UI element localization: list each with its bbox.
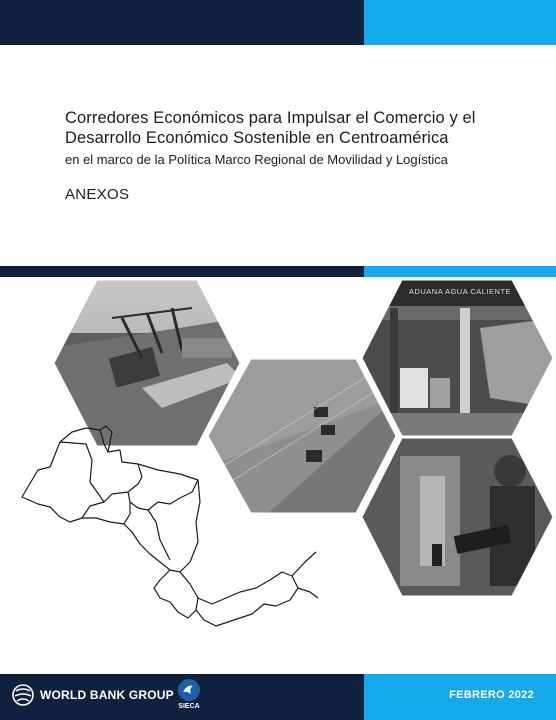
sieca-logo xyxy=(169,678,209,718)
subtitle: en el marco de la Política Marco Regional de Movilidad y Logística xyxy=(65,152,448,167)
section-heading: ANEXOS xyxy=(65,186,130,203)
central-america-map xyxy=(20,422,320,682)
title-line-2: Desarrollo Económico Sostenible en Centroamérica xyxy=(65,129,449,147)
divider-band-cyan xyxy=(364,266,556,277)
title-block xyxy=(65,108,535,203)
customs-sign-text: ADUANA AGUA CALIENTE xyxy=(408,287,512,296)
header-band-navy xyxy=(0,0,364,45)
title-line-1: Corredores Económicos para Impulsar el Comercio y el xyxy=(65,109,476,127)
divider-band-navy xyxy=(0,266,364,277)
world-bank-logo xyxy=(12,684,174,706)
sieca-emblem-icon xyxy=(177,678,201,702)
sieca-text: SIECA xyxy=(178,703,200,710)
publication-date: FEBRERO 2022 xyxy=(449,689,534,701)
header-band-cyan xyxy=(364,0,556,45)
world-bank-text: WORLD BANK GROUP xyxy=(40,688,174,702)
logistics-photo-hexagon xyxy=(360,436,555,598)
globe-icon xyxy=(12,684,34,706)
